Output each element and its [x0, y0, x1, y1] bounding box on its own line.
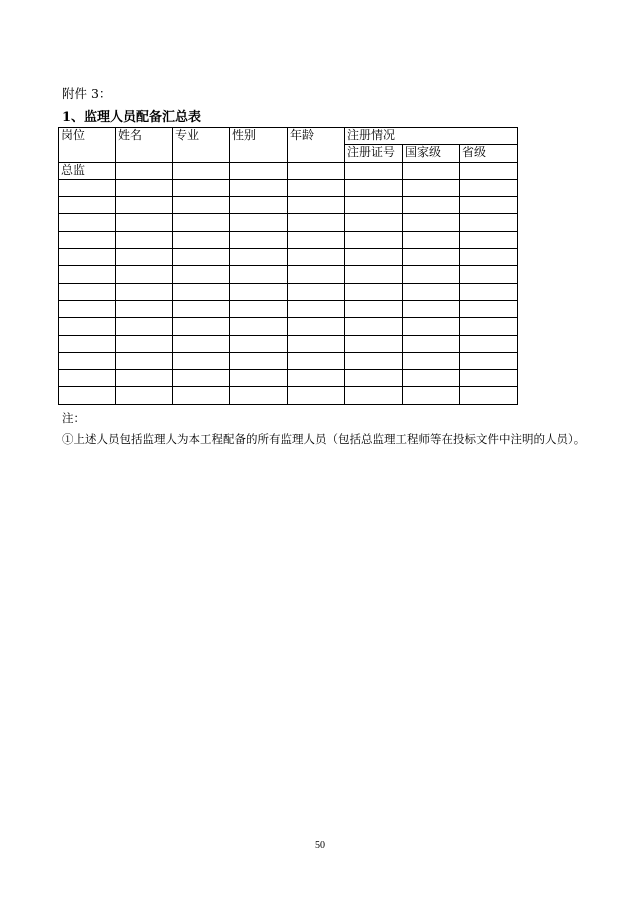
table-cell: [116, 197, 173, 214]
table-cell: [59, 214, 116, 231]
table-cell: [116, 318, 173, 335]
table-row: [59, 283, 518, 300]
table-cell: [288, 179, 345, 196]
table-cell: [59, 352, 116, 369]
header-name: 姓名: [116, 128, 173, 163]
table-cell: [345, 162, 403, 179]
table-cell: [345, 266, 403, 283]
table-cell: [288, 197, 345, 214]
table-cell: [345, 335, 403, 352]
table-cell: [173, 214, 230, 231]
table-cell: [173, 387, 230, 404]
table-cell: [403, 179, 460, 196]
table-cell: [403, 300, 460, 317]
table-cell: [230, 335, 288, 352]
table-row: [59, 197, 518, 214]
table-cell: [116, 214, 173, 231]
header-age: 年龄: [288, 128, 345, 163]
table-cell: [288, 352, 345, 369]
table-cell: [230, 231, 288, 248]
table-cell: [345, 387, 403, 404]
table-cell: [288, 162, 345, 179]
table-row: [59, 179, 518, 196]
table-cell: [173, 318, 230, 335]
table-row: [59, 370, 518, 387]
table-cell: [230, 352, 288, 369]
header-provincial-level: 省级: [460, 145, 518, 162]
table-cell: [173, 162, 230, 179]
table-row: [59, 162, 518, 179]
table-cell: [460, 179, 518, 196]
table-cell: [345, 318, 403, 335]
table-cell: [59, 387, 116, 404]
table-cell: [288, 214, 345, 231]
table-cell: [59, 318, 116, 335]
table-cell: [230, 283, 288, 300]
table-cell: [173, 231, 230, 248]
table-cell: [59, 266, 116, 283]
table-cell: [173, 266, 230, 283]
table-cell: [460, 197, 518, 214]
table-cell: [59, 283, 116, 300]
table-cell: [345, 370, 403, 387]
header-gender: 性别: [230, 128, 288, 163]
table-cell: [403, 352, 460, 369]
table-cell: [230, 249, 288, 266]
table-cell: [345, 197, 403, 214]
table-cell: [460, 266, 518, 283]
table-cell: [288, 335, 345, 352]
table-cell: [59, 179, 116, 196]
table-row: [59, 387, 518, 404]
table-cell: [460, 283, 518, 300]
table-cell: [460, 231, 518, 248]
table-cell: [116, 387, 173, 404]
table-cell: [345, 231, 403, 248]
notes-label: 注：: [62, 411, 85, 425]
table-cell: [460, 370, 518, 387]
table-row: [59, 214, 518, 231]
table-cell: [173, 179, 230, 196]
table-cell: [460, 387, 518, 404]
header-row: [59, 128, 518, 145]
table-cell: [345, 300, 403, 317]
table-cell: [116, 352, 173, 369]
table-cell: [403, 231, 460, 248]
note-item-1: ①上述人员包括监理人为本工程配备的所有监理人员（包括总监理工程师等在投标文件中注明的人员）。: [62, 432, 586, 446]
table-cell: [403, 266, 460, 283]
table-cell: [173, 352, 230, 369]
table-cell: [173, 335, 230, 352]
table-cell: [59, 249, 116, 266]
attachment-label: 附件 3：: [62, 86, 112, 101]
table-cell: [116, 335, 173, 352]
table-cell: [116, 249, 173, 266]
table-cell: [116, 300, 173, 317]
table-cell: [345, 352, 403, 369]
staffing-summary-table: [58, 127, 518, 405]
table-cell: [403, 214, 460, 231]
table-cell: [230, 318, 288, 335]
header-reg-cert-no: 注册证号: [345, 145, 403, 162]
table-cell: [403, 162, 460, 179]
table-cell: [288, 266, 345, 283]
table-cell: [173, 197, 230, 214]
table-row: [59, 352, 518, 369]
table-cell: [403, 249, 460, 266]
header-national-level: 国家级: [403, 145, 460, 162]
table-cell: [403, 387, 460, 404]
table-body: [59, 162, 518, 404]
table-row: [59, 231, 518, 248]
table-cell: [116, 231, 173, 248]
table-cell: [116, 179, 173, 196]
table-row: [59, 335, 518, 352]
table-cell: [59, 300, 116, 317]
table-cell: [173, 249, 230, 266]
table-cell: [116, 162, 173, 179]
table-cell: [173, 300, 230, 317]
table-cell: [173, 283, 230, 300]
table-cell: [288, 283, 345, 300]
table-row: [59, 266, 518, 283]
table-cell: [59, 197, 116, 214]
table-cell: [59, 370, 116, 387]
table-cell: 总监: [59, 162, 116, 179]
table-cell: [116, 266, 173, 283]
table-cell: [230, 370, 288, 387]
table-cell: [59, 335, 116, 352]
table-cell: [173, 370, 230, 387]
table-cell: [230, 162, 288, 179]
page-number: 50: [315, 840, 325, 851]
table-cell: [460, 214, 518, 231]
table-cell: [345, 214, 403, 231]
table-cell: [288, 370, 345, 387]
table-cell: [230, 197, 288, 214]
table-cell: [230, 387, 288, 404]
table-cell: [345, 179, 403, 196]
table-cell: [345, 249, 403, 266]
table-cell: [116, 370, 173, 387]
table-cell: [460, 249, 518, 266]
table-cell: [59, 231, 116, 248]
table-cell: [460, 335, 518, 352]
table-cell: [460, 318, 518, 335]
table-cell: [230, 179, 288, 196]
table-cell: [230, 266, 288, 283]
table-row: [59, 249, 518, 266]
table-cell: [288, 318, 345, 335]
table-cell: [345, 283, 403, 300]
table-cell: [460, 300, 518, 317]
table-cell: [288, 249, 345, 266]
table-cell: [288, 387, 345, 404]
table-cell: [116, 283, 173, 300]
table-cell: [460, 352, 518, 369]
header-position: 岗位: [59, 128, 116, 163]
table-cell: [403, 318, 460, 335]
table-cell: [288, 231, 345, 248]
table-cell: [403, 335, 460, 352]
table-cell: [460, 162, 518, 179]
table-row: [59, 318, 518, 335]
table-cell: [230, 214, 288, 231]
table-cell: [403, 370, 460, 387]
table-cell: [403, 197, 460, 214]
header-registration: 注册情况: [345, 128, 518, 145]
table-row: [59, 300, 518, 317]
table-cell: [403, 283, 460, 300]
section-title: 1、监理人员配备汇总表: [62, 110, 202, 125]
header-major: 专业: [173, 128, 230, 163]
table-cell: [230, 300, 288, 317]
table-cell: [288, 300, 345, 317]
